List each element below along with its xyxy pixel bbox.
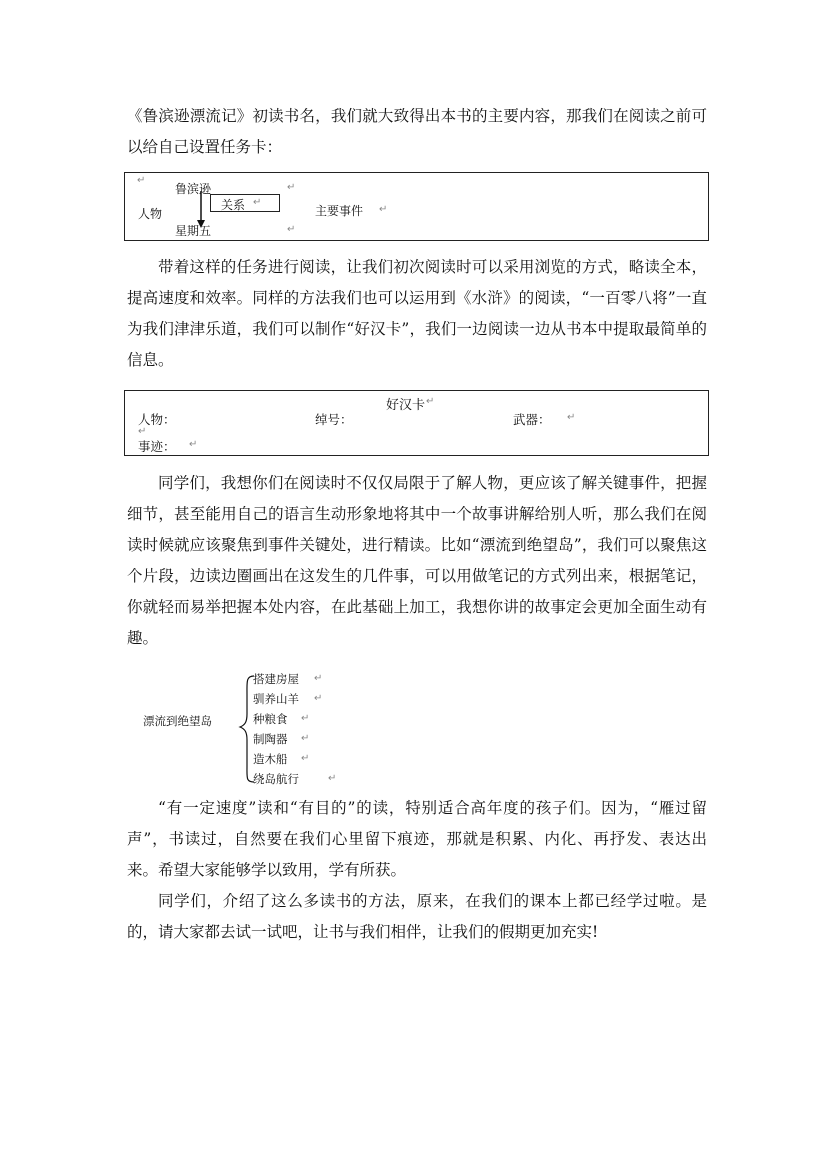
return-mark: ↵ [567, 412, 576, 423]
paragraph-conclusion: 同学们，介绍了这么多读书的方法，原来，在我们的课本上都已经学过啦。是的，请大家都去试一试吧，让书与我们相伴，让我们的假期更加充实! [127, 892, 707, 941]
mind-map-branch: 造木船 [253, 752, 288, 766]
hero-card [124, 390, 709, 456]
return-mark: ↵ [138, 426, 147, 437]
paragraph-skim-reading: 带着这样的任务进行阅读，让我们初次阅读时可以采用浏览的方式，略读全本，提高速度和效率。同样的方法我们也可以运用到《水浒》的阅读，“一百零八将”一直为我们津津乐道，我们可以制作“好汉卡”，我们一边阅读一边从书本中提取最简单的信息。 [127, 258, 707, 369]
return-mark: ↵ [379, 204, 388, 215]
hero-card-field-person: 人物： [138, 412, 176, 427]
task-card-relation: 关系 [221, 198, 246, 212]
mind-map-branch: 种粮食 [253, 712, 288, 726]
return-mark: ↵ [314, 693, 323, 704]
mind-map-branch: 制陶器 [253, 732, 288, 746]
return-mark: ↵ [426, 396, 435, 407]
return-mark: ↵ [328, 773, 337, 784]
return-mark: ↵ [301, 753, 310, 764]
hero-card-title: 好汉卡 [386, 398, 426, 413]
mind-map-branch: 搭建房屋 [253, 672, 299, 686]
return-mark: ↵ [253, 197, 262, 208]
return-mark: ↵ [287, 224, 296, 235]
mind-map-branch: 驯养山羊 [253, 692, 299, 706]
hero-card-field-deeds: 事迹： [138, 439, 176, 454]
return-mark: ↵ [287, 182, 296, 193]
mind-map [140, 670, 360, 790]
return-mark: ↵ [301, 733, 310, 744]
paragraph-intro: 《鲁滨逊漂流记》初读书名，我们就大致得出本书的主要内容，那我们在阅读之前可以给自己设置任务卡： [127, 107, 707, 156]
hero-card-field-nickname: 绰号： [315, 412, 353, 427]
task-card [124, 172, 709, 241]
return-mark: ↵ [314, 673, 323, 684]
task-card-person-b: 星期五 [175, 224, 212, 238]
hero-card-field-weapon: 武器： [513, 412, 551, 427]
paragraph-close-reading: 同学们，我想你们在阅读时不仅仅局限于了解人物，更应该了解关键事件，把握细节，甚至能用自己的语言生动形象地将其中一个故事讲解给别人听，那么我们在阅读时候就应该聚焦到事件关键处，进行精读。比如“漂流到绝望岛”，我们可以聚焦这个片段，边读边圈画出在这发生的几件事，可以用做笔记的方式列出来，根据笔记，你就轻而易举把握本处内容，在此基础上加工，我想你讲的故事定会更加全面生动有趣。 [127, 474, 707, 647]
task-card-main-events: 主要事件 [315, 204, 364, 218]
mind-map-root: 漂流到绝望岛 [143, 714, 212, 728]
relation-box [210, 194, 280, 212]
mind-map-branch: 绕岛航行 [253, 772, 299, 786]
return-mark: ↵ [137, 175, 146, 186]
task-card-label-person: 人物 [138, 207, 163, 221]
return-mark: ↵ [301, 713, 310, 724]
paragraph-purposeful-reading: “有一定速度”读和“有目的”的读，特别适合高年度的孩子们。因为，“雁过留声”，书读过，自然要在我们心里留下痕迹，那就是积累、内化、再抒发、表达出来。希望大家能够学以致用，学有所获。 [127, 799, 707, 879]
return-mark: ↵ [189, 439, 198, 450]
task-card-person-a: 鲁滨逊 [175, 182, 212, 196]
